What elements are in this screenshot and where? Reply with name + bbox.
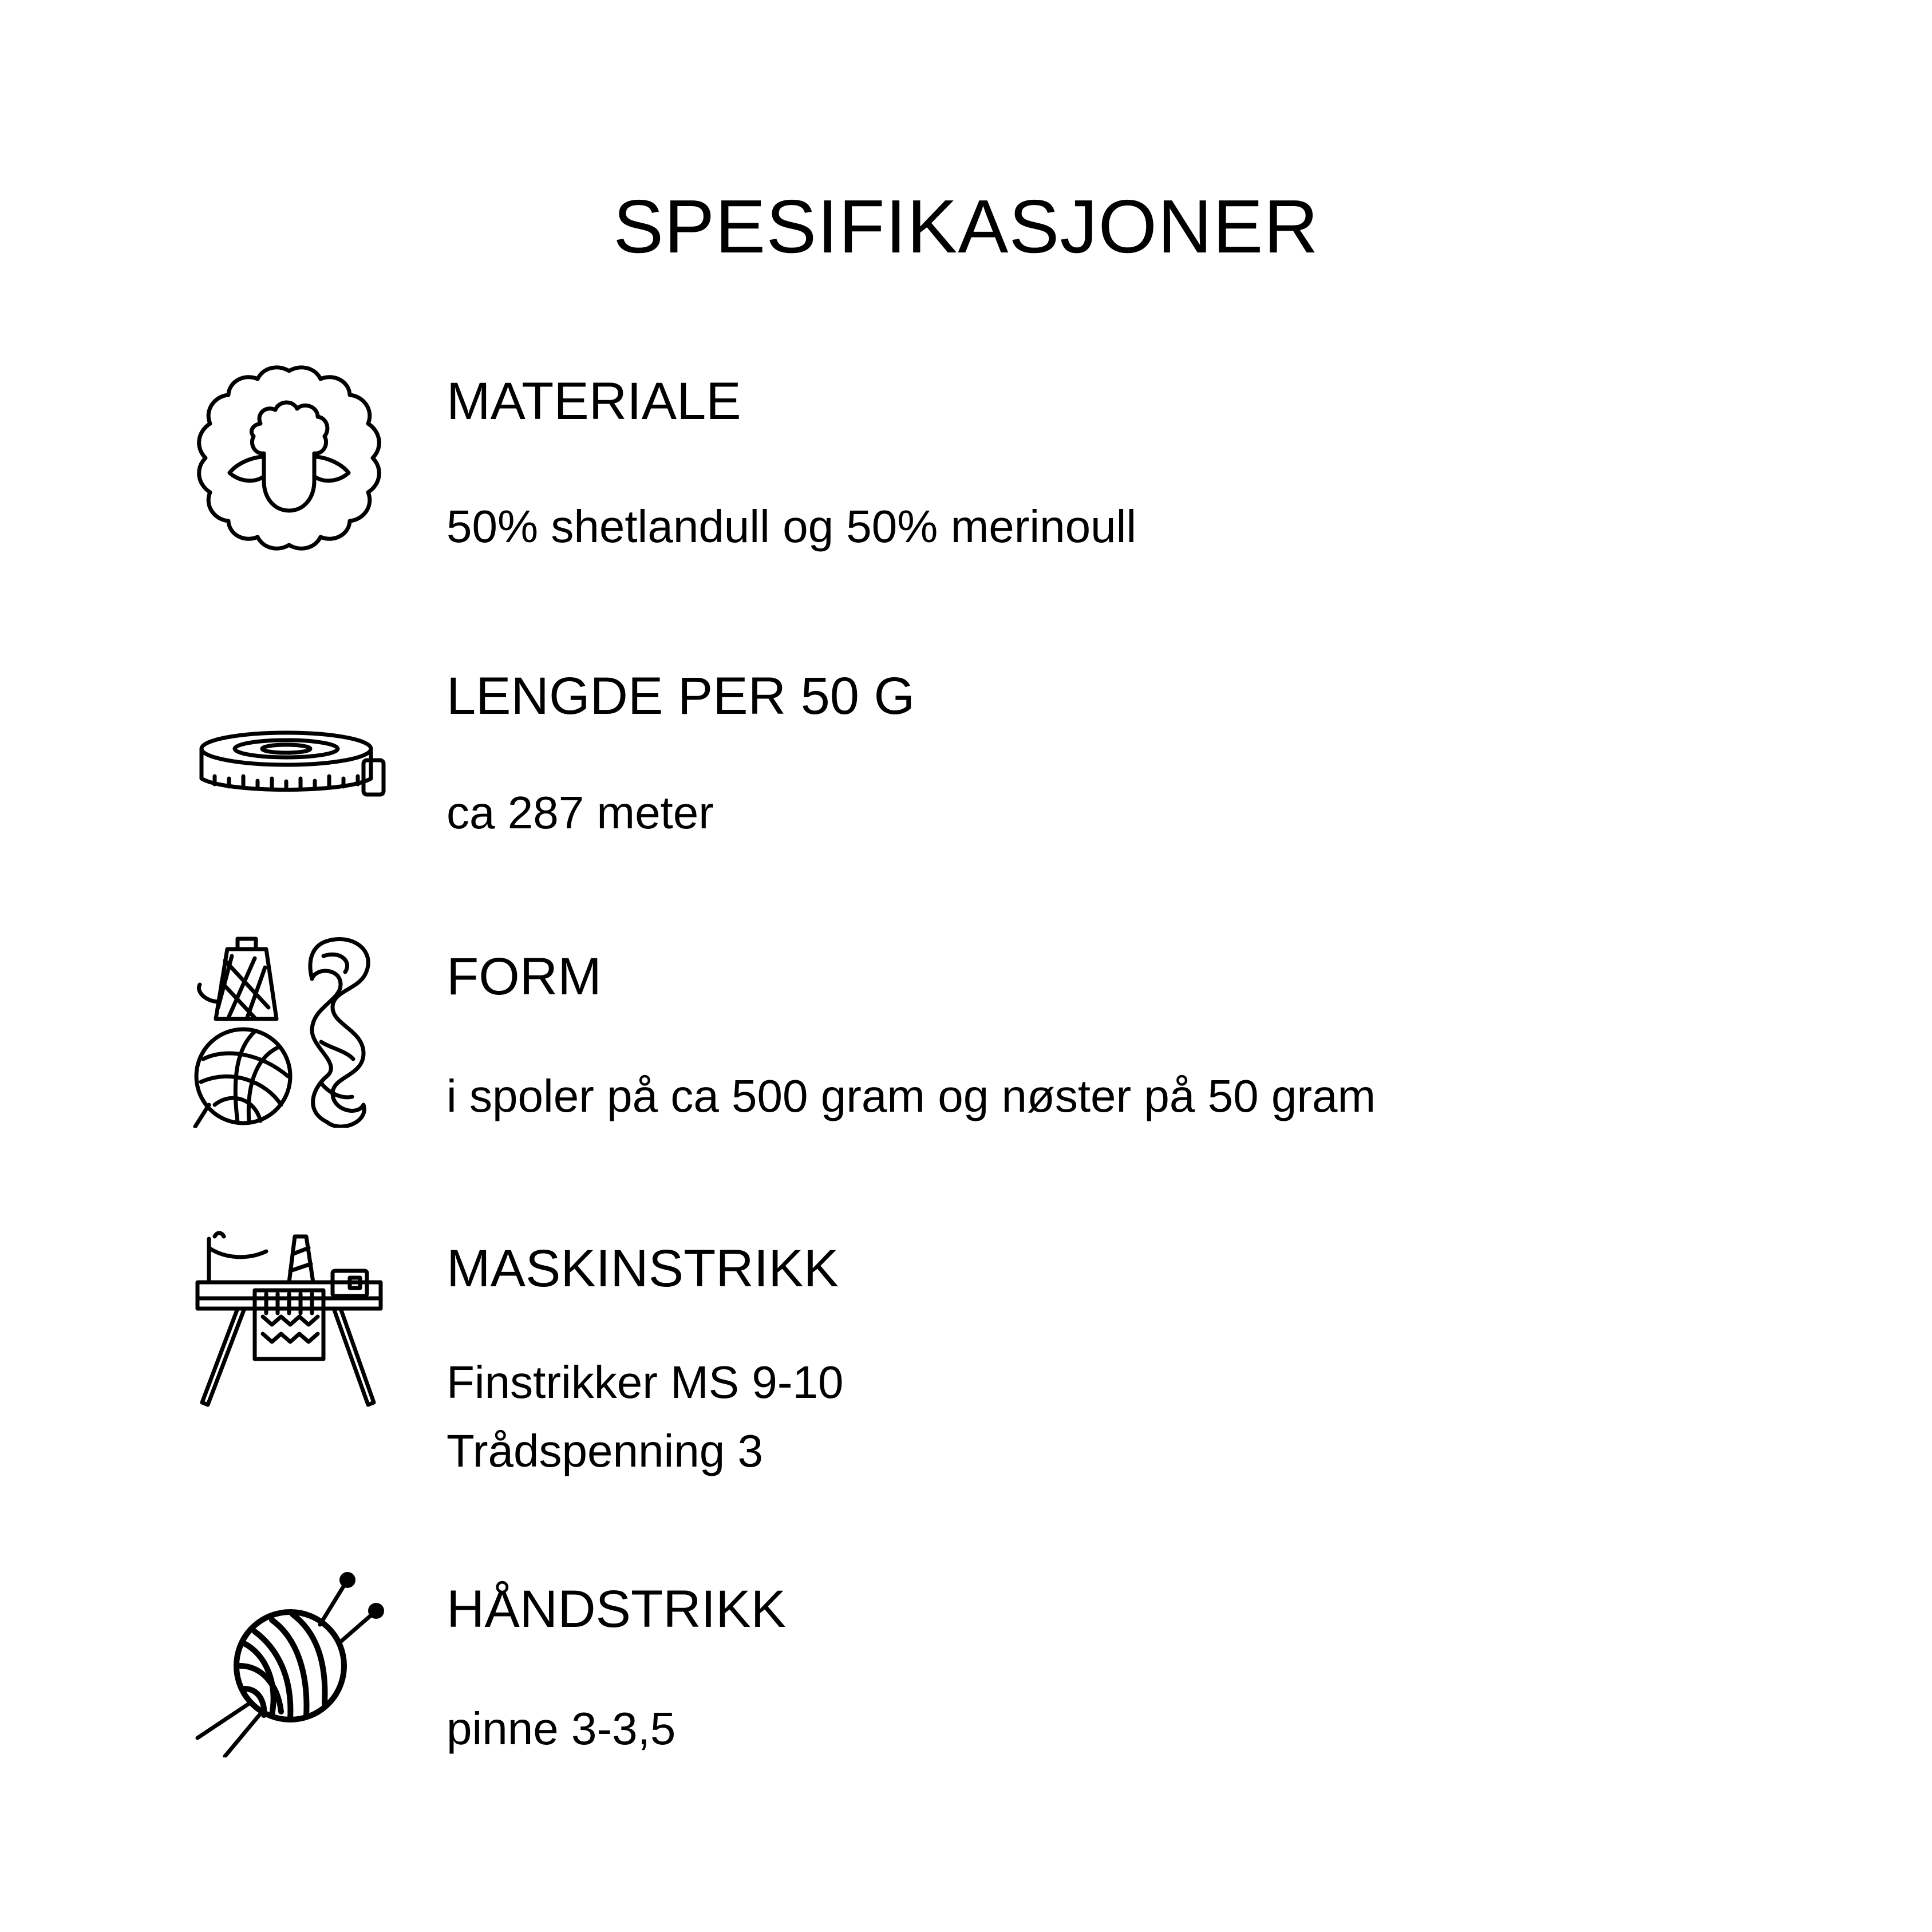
spec-heading-materiale: MATERIALE bbox=[447, 372, 741, 430]
spec-heading-maskinstrikk: MASKINSTRIKK bbox=[447, 1239, 839, 1298]
spec-value-handstrikk: pinne 3-3,5 bbox=[447, 1703, 676, 1754]
spec-value-maskinstrikk-line2: Trådspenning 3 bbox=[447, 1425, 763, 1476]
measuring-tape-icon bbox=[192, 727, 386, 807]
yarn-forms-icon bbox=[192, 933, 386, 1128]
knitting-machine-icon bbox=[192, 1231, 386, 1420]
spec-heading-form: FORM bbox=[447, 947, 602, 1006]
spec-value-form: i spoler på ca 500 gram og nøster på 50 gram bbox=[447, 1070, 1376, 1121]
spec-value-maskinstrikk: Finstrikker MS 9-10 bbox=[447, 1357, 844, 1408]
yarn-ball-needles-icon bbox=[192, 1568, 386, 1757]
spec-heading-handstrikk: HÅNDSTRIKK bbox=[447, 1580, 786, 1638]
spec-value-materiale: 50% shetlandull og 50% merinoull bbox=[447, 501, 1137, 552]
spec-value-lengde: ca 287 meter bbox=[447, 787, 714, 838]
page-title: SPESIFIKASJONER bbox=[613, 184, 1319, 268]
spec-heading-lengde: LENGDE PER 50 G bbox=[447, 667, 915, 725]
sheep-icon bbox=[192, 361, 386, 555]
